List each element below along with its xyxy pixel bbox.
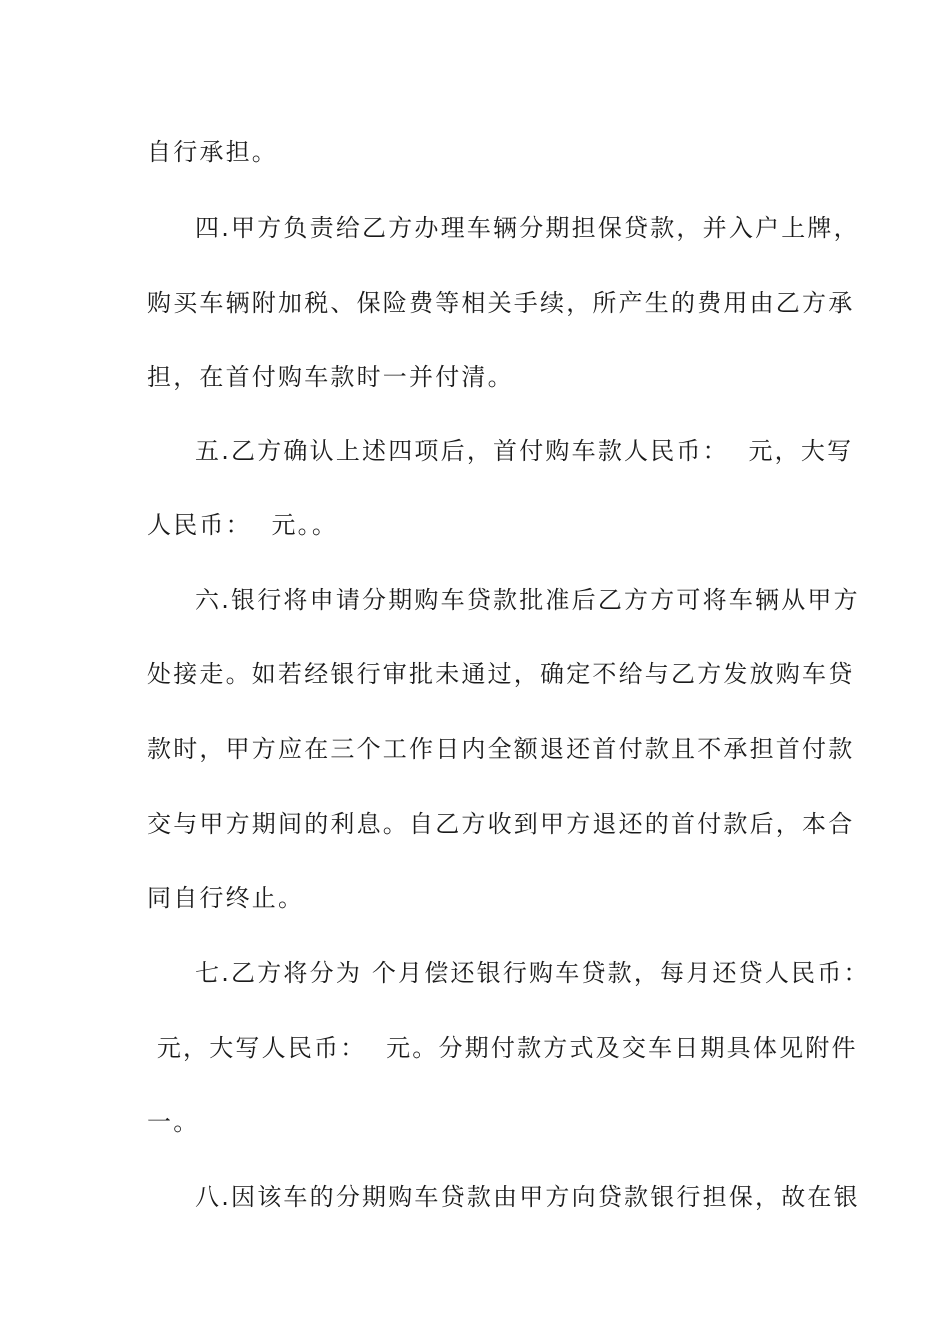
text-line-10: 交与甲方期间的利息。自乙方收到甲方退还的首付款后，本合	[147, 810, 855, 838]
text-line-11: 同自行终止。	[147, 884, 305, 912]
text-line-9: 款时，甲方应在三个工作日内全额退还首付款且不承担首付款	[147, 735, 855, 763]
text-line-14: 一。	[147, 1108, 200, 1136]
text-line-6: 人民币： 元。。	[147, 511, 339, 539]
text-line-4: 担，在首付购车款时一并付清。	[147, 363, 514, 391]
text-line-8: 处接走。如若经银行审批未通过，确定不给与乙方发放购车贷	[147, 660, 855, 688]
text-line-2: 四.甲方负责给乙方办理车辆分期担保贷款，并入户上牌，	[195, 214, 860, 242]
text-line-15: 八.因该车的分期购车贷款由甲方向贷款银行担保，故在银	[195, 1183, 860, 1211]
text-line-5: 五.乙方确认上述四项后，首付购车款人民币： 元，大写	[195, 437, 854, 465]
text-line-1: 自行承担。	[147, 138, 278, 166]
text-line-3: 购买车辆附加税、保险费等相关手续，所产生的费用由乙方承	[147, 289, 855, 317]
text-line-12: 七.乙方将分为 个月偿还银行购车贷款，每月还贷人民币：	[195, 959, 870, 987]
text-line-7: 六.银行将申请分期购车贷款批准后乙方方可将车辆从甲方	[195, 586, 860, 614]
text-line-13: 元，大写人民币： 元。分期付款方式及交车日期具体见附件	[147, 1034, 858, 1062]
